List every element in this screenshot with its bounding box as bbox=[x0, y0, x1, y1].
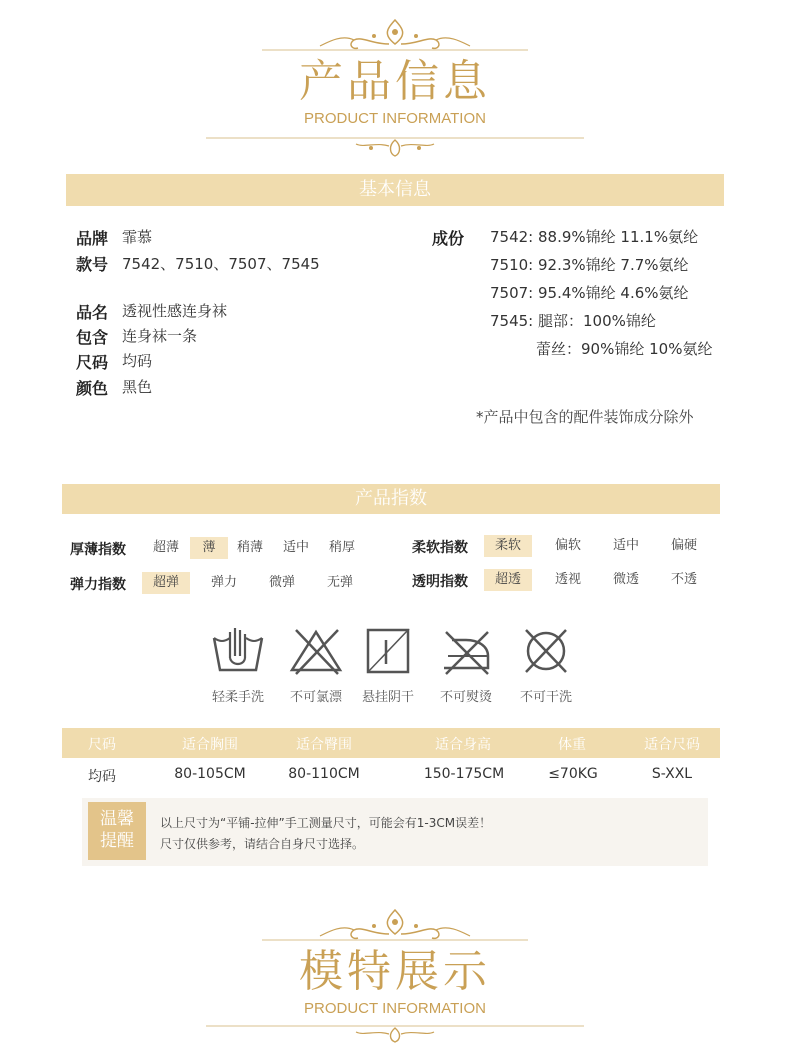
care-item-no-bleach bbox=[278, 626, 354, 705]
size-table-header: 适合尺码 bbox=[644, 737, 700, 753]
thickness-index-label: 厚薄指数 bbox=[70, 542, 126, 558]
care-item-line-dry bbox=[350, 626, 426, 705]
size-table-header: 适合身高 bbox=[435, 737, 491, 753]
bottom-ornament-icon bbox=[206, 130, 584, 160]
tip-badge bbox=[88, 802, 146, 860]
composition-label: 成份 bbox=[432, 229, 465, 248]
softness-option-selected: 柔软 bbox=[484, 535, 532, 557]
size-table-cell: S-XXL bbox=[651, 766, 693, 782]
size-table-cell: 均码 bbox=[88, 769, 116, 785]
softness-index-label: 柔软指数 bbox=[412, 540, 468, 556]
care-item-hand-wash bbox=[200, 626, 276, 705]
elasticity-option: 微弹 bbox=[268, 575, 295, 590]
composition-line: 蕾丝：90%锦纶 10%氨纶 bbox=[536, 340, 713, 358]
care-label: 不可干洗 bbox=[519, 690, 572, 705]
size-table-header: 尺码 bbox=[88, 737, 116, 753]
product-name-value: 透视性感连身袜 bbox=[122, 302, 228, 320]
transparency-option-selected: 超透 bbox=[484, 569, 532, 591]
thickness-option: 超薄 bbox=[152, 540, 179, 555]
composition-line: 7545: 腿部：100%锦纶 bbox=[490, 312, 656, 330]
brand-value: 霏慕 bbox=[122, 228, 153, 246]
line-dry-shade-icon bbox=[360, 626, 416, 676]
product-index-bar bbox=[62, 484, 720, 514]
contents-label: 包含 bbox=[76, 328, 109, 347]
section-title: 模特展示 bbox=[299, 946, 491, 997]
size-table-header: 体重 bbox=[558, 737, 586, 753]
elasticity-index-label: 弹力指数 bbox=[70, 577, 126, 593]
transparency-option: 不透 bbox=[670, 572, 697, 587]
size-table-header: 适合臀围 bbox=[296, 737, 352, 753]
top-ornament-icon bbox=[262, 14, 528, 58]
composition-line: 7542: 88.9%锦纶 11.1%氨纶 bbox=[490, 228, 699, 246]
thickness-option: 稍薄 bbox=[236, 540, 263, 555]
softness-option: 偏硬 bbox=[670, 538, 697, 553]
elasticity-option-selected: 超弹 bbox=[142, 572, 190, 594]
elasticity-option: 无弹 bbox=[326, 575, 353, 590]
section-title: 产品信息 bbox=[299, 56, 491, 107]
color-label: 颜色 bbox=[76, 379, 109, 398]
no-bleach-icon bbox=[288, 626, 344, 676]
composition-note: *产品中包含的配件装饰成分除外 bbox=[476, 408, 694, 426]
product-index-bar-label: 产品指数 bbox=[355, 488, 427, 509]
size-table-header-bar bbox=[62, 728, 720, 758]
softness-option: 偏软 bbox=[554, 538, 581, 553]
size-label: 尺码 bbox=[76, 353, 109, 372]
section-subtitle: PRODUCT INFORMATION bbox=[304, 110, 486, 127]
no-iron-icon bbox=[438, 626, 494, 676]
care-label: 不可熨烫 bbox=[439, 690, 492, 705]
care-label: 轻柔手洗 bbox=[211, 690, 264, 705]
thickness-option-selected: 薄 bbox=[190, 537, 228, 559]
tip-badge-line: 提醒 bbox=[100, 831, 134, 851]
thickness-option: 稍厚 bbox=[328, 540, 355, 555]
brand-label: 品牌 bbox=[76, 229, 109, 248]
size-table-cell: 80-105CM bbox=[174, 766, 246, 782]
tip-badge-line: 温馨 bbox=[100, 809, 134, 829]
product-name-label: 品名 bbox=[76, 303, 109, 322]
transparency-option: 透视 bbox=[554, 572, 581, 587]
care-label: 悬挂阴干 bbox=[361, 690, 414, 705]
size-table-cell: ≤70KG bbox=[548, 766, 598, 782]
color-value: 黑色 bbox=[122, 378, 153, 396]
tip-line: 以上尺寸为“平铺-拉伸”手工测量尺寸，可能会有1-3CM误差！ bbox=[160, 816, 492, 830]
size-table-cell: 80-110CM bbox=[288, 766, 360, 782]
thickness-option: 适中 bbox=[282, 540, 309, 555]
basic-info-bar-label: 基本信息 bbox=[359, 179, 431, 200]
care-item-no-dry-clean bbox=[508, 626, 584, 705]
contents-value: 连身袜一条 bbox=[122, 327, 198, 345]
no-dry-clean-icon bbox=[518, 626, 574, 676]
composition-line: 7507: 95.4%锦纶 4.6%氨纶 bbox=[490, 284, 689, 302]
size-table-header: 适合胸围 bbox=[182, 737, 238, 753]
size-table-cell: 150-175CM bbox=[423, 766, 505, 782]
tip-line: 尺寸仅供参考，请结合自身尺寸选择。 bbox=[160, 837, 365, 851]
bottom-ornament-icon bbox=[206, 1018, 584, 1046]
section-subtitle: PRODUCT INFORMATION bbox=[304, 1000, 486, 1017]
transparency-option: 微透 bbox=[612, 572, 639, 587]
composition-line: 7510: 92.3%锦纶 7.7%氨纶 bbox=[490, 256, 689, 274]
transparency-index-label: 透明指数 bbox=[412, 574, 468, 590]
care-item-no-iron bbox=[428, 626, 504, 705]
care-label: 不可氯漂 bbox=[289, 690, 342, 705]
softness-option: 适中 bbox=[612, 538, 639, 553]
basic-info-bar bbox=[66, 174, 724, 206]
hand-wash-icon bbox=[210, 626, 266, 676]
top-ornament-icon bbox=[262, 904, 528, 948]
model-value: 7542、7510、7507、7545 bbox=[122, 255, 320, 273]
elasticity-option: 弹力 bbox=[210, 575, 237, 590]
model-label: 款号 bbox=[76, 255, 109, 274]
size-value: 均码 bbox=[122, 352, 153, 370]
tip-box bbox=[82, 798, 708, 866]
